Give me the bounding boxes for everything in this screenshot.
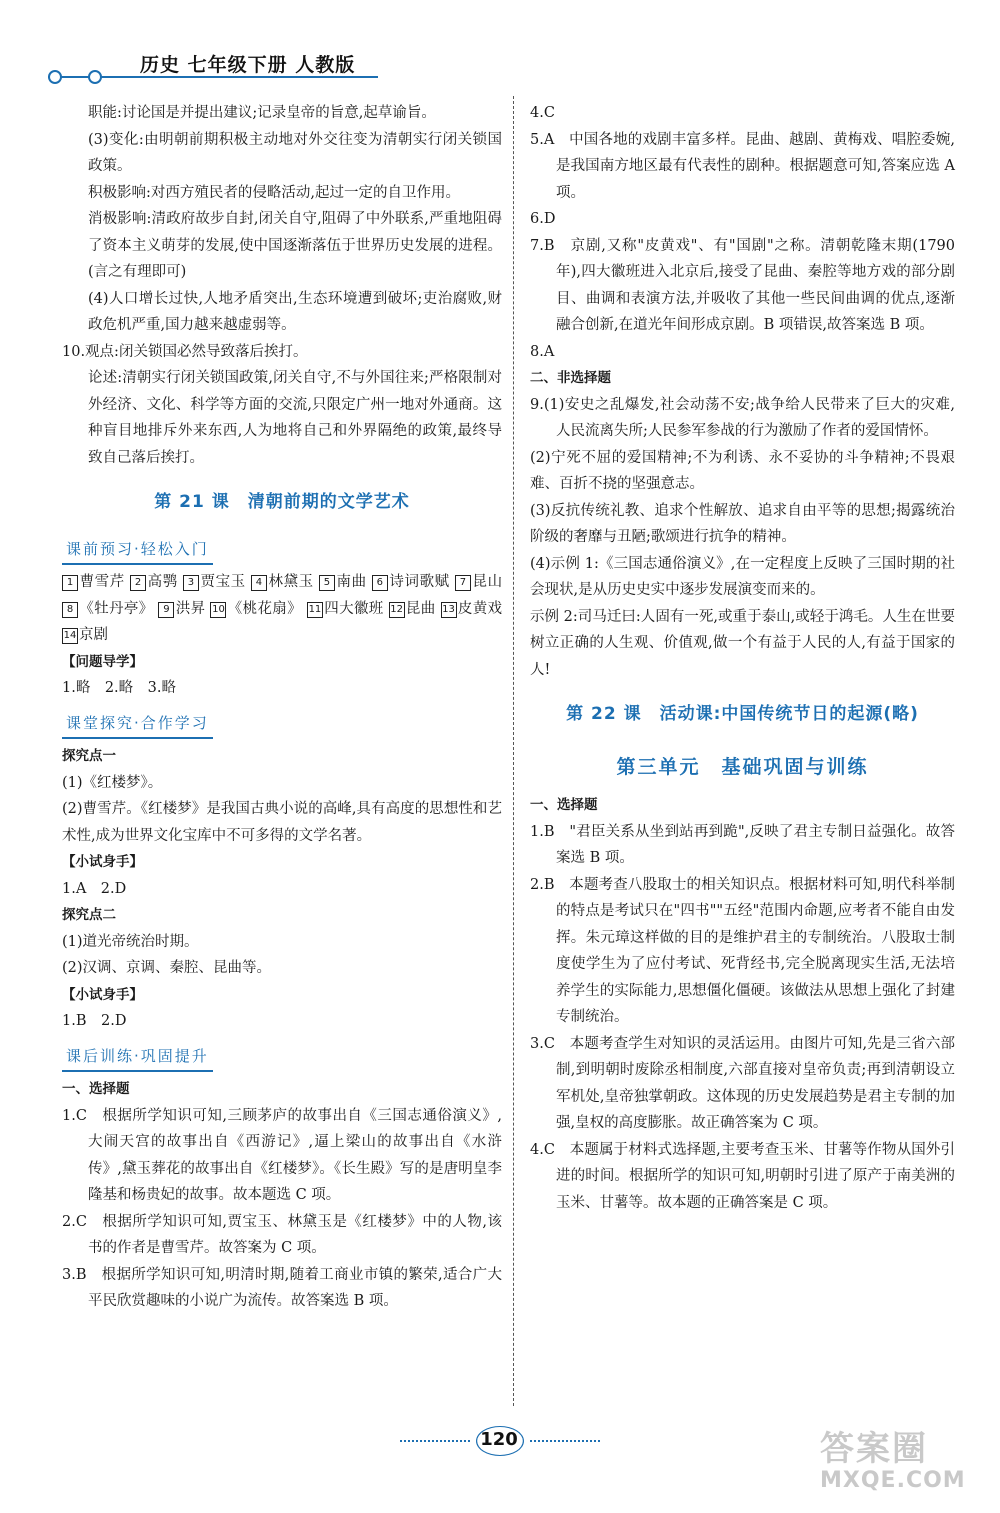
choice-label: 一、选择题 [62,1081,130,1097]
probe2-line: (2)汉调、京调、秦腔、昆曲等。 [62,960,272,976]
choice-item: 8.A [530,343,555,360]
answer-text: 高鹗 [147,574,178,590]
header-dot-icon [48,70,62,84]
choice-item: 2.C 根据所学知识可知,贾宝玉、林黛玉是《红楼梦》中的人物,该书的作者是曹雪芹。故答案为 C 项。 [62,1213,502,1256]
probe1-label: 探究点一 [62,748,116,764]
intro-line: 论述:清朝实行闭关锁国政策,闭关自守,不与外国往来;严格限制对外经济、文化、科学等方面的交流,只限定广州一地对外通商。这种盲目地排斥外来东西,人为地将自己和外界隔绝的政策,最终导致自己落后挨打。 [88,370,502,466]
choice-item: 4.C 本题属于材料式选择题,主要考查玉米、甘薯等作物从国外引进的时间。根据所学的知识可知,明朝时引进了原产于南美洲的玉米、甘薯等。故本题的正确答案是 C 项。 [530,1141,955,1211]
section-class: 课堂探究·合作学习 [62,710,213,740]
answer-number-box: 8 [62,602,78,618]
lesson-21-title: 第 21 课 清朝前期的文学艺术 [154,492,410,512]
answer-number-box: 6 [372,575,388,591]
choice-item: 1.C 根据所学知识可知,三顾茅庐的故事出自《三国志通俗演义》,大闹天宫的故事出自《西游记》,逼上梁山的故事出自《水浒传》,黛玉葬花的故事出自《红楼梦》。《长生殿》写的是唐明皇李隆基和杨贵妃的故事。故本题选 C 项。 [62,1107,502,1203]
try1-label: 【小试身手】 [62,854,143,870]
intro-line: 职能:讨论国是并提出建议;记录皇帝的旨意,起草谕旨。 [88,105,436,121]
answer-number-box: 7 [455,575,471,591]
q9-line: (3)反抗传统礼教、追求个性解放、追求自由平等的思想;揭露统治阶级的奢靡与丑陋;歌颂进行抗争的精神。 [530,502,955,545]
running-header [48,50,428,90]
guide-answers: 1.略 2.略 3.略 [62,680,177,696]
intro-line: 10.观点:闭关锁国必然导致落后挨打。 [62,343,308,360]
footer-dotted-line [400,1440,470,1442]
answer-text: 四大徽班 [323,600,384,617]
q9-line: 示例 2:司马迁曰:人固有一死,或重于泰山,或轻于鸿毛。人生在世要树立正确的人生观、价值观,做一个有益于人民的人,有益于国家的人! [530,608,955,678]
q9-line: 9.(1)安史之乱爆发,社会动荡不安;战争给人民带来了巨大的灾难,人民流离失所;人民参军参战的行为激励了作者的爱国情怀。 [530,396,955,439]
answer-number-box: 14 [62,628,78,644]
probe1-line: (2)曹雪芹。《红楼梦》是我国古典小说的高峰,具有高度的思想性和艺术性,成为世界文化宝库中不可多得的文学名著。 [62,801,502,844]
choice-item: 6.D [530,211,556,227]
answer-number-box: 12 [389,602,405,618]
try2-label: 【小试身手】 [62,986,143,1003]
answer-text: 皮黄戏 [457,600,503,617]
page-number: 120 [474,1424,524,1456]
header-dot-icon [88,70,102,84]
preview-answers [62,569,502,649]
answer-number-box: 10 [210,602,226,618]
section-preview: 课前预习·轻松入门 [62,536,213,566]
answer-number-box: 5 [319,575,335,591]
try1-answers: 1.A 2.D [62,880,127,897]
right-column [530,100,955,1216]
choice-item: 3.B 根据所学知识可知,明清时期,随着工商业市镇的繁荣,适合广大平民欣赏趣味的小说广为流传。故答案选 B 项。 [62,1266,502,1309]
intro-line: (4)人口增长过快,人地矛盾突出,生态环境遭到破坏;吏治腐败,财政危机严重,国力越来越虚弱等。 [88,290,502,333]
answer-text: 昆曲 [405,600,436,617]
footer-dotted-line [530,1440,600,1442]
answer-text: 林黛玉 [267,574,314,590]
choice-item: 4.C [530,105,555,121]
answer-number-box: 11 [307,602,323,618]
try2-answers: 1.B 2.D [62,1013,127,1029]
unit-3-title: 第三单元 基础巩固与训练 [616,755,869,778]
nonchoice-label: 二、非选择题 [530,370,611,386]
answer-number-box: 3 [183,575,199,591]
answer-number-box: 9 [158,602,174,618]
answer-text: 贾宝玉 [199,574,246,590]
choice-item: 3.C 本题考查学生对知识的灵活运用。由图片可知,先是三省六部制,到明朝时废除丞相制度,六部直接对皇帝负责;再到清朝设立军机处,皇帝独掌朝政。这体现的历史发展趋势是君主专制的加强,皇权的高度膨胀。故正确答案为 C 项。 [530,1035,955,1131]
left-column [62,100,502,1315]
watermark [820,1430,966,1493]
answer-text: 京剧 [79,627,108,643]
answer-number-box: 2 [130,575,146,591]
watermark-logo-text: 答案圈 [820,1429,928,1469]
answer-text: 曹雪芹 [79,574,125,590]
answer-number-box: 13 [441,602,457,618]
watermark-url: MXQE.COM [820,1468,966,1493]
answer-number-box: 1 [62,575,78,591]
page-footer [400,1420,600,1460]
intro-line: (3)变化:由明朝前期积极主动地对外交往变为清朝实行闭关锁国政策。 [88,131,502,174]
section-after-class: 课后训练·巩固提升 [62,1043,213,1073]
answer-text: 诗词歌赋 [388,574,450,590]
q9-line: (4)示例 1:《三国志通俗演义》,在一定程度上反映了三国时期的社会现状,是从历史史实中逐步发展演变而来的。 [530,555,955,598]
answer-text: 洪昇 [175,600,206,617]
lesson-22-title: 第 22 课 活动课:中国传统节日的起源(略) [566,704,919,724]
answer-text: 南曲 [335,574,367,590]
header-title: 历史 七年级下册 人教版 [140,54,356,76]
probe1-line: (1)《红楼梦》。 [62,774,163,791]
probe2-label: 探究点二 [62,907,116,923]
choice-label: 一、选择题 [530,797,598,813]
answer-text: 《桃花扇》 [227,600,302,617]
answer-text: 昆山 [471,574,503,590]
intro-line: 消极影响:清政府故步自封,闭关自守,阻碍了中外联系,严重地阻碍了资本主义萌芽的发展,使中国逐渐落伍于世界历史发展的进程。(言之有理即可) [88,211,502,280]
q9-line: (2)宁死不屈的爱国精神;不为利诱、永不妥协的斗争精神;不畏艰难、百折不挠的坚强意志。 [530,449,955,492]
answer-number-box: 4 [251,575,267,591]
choice-item: 7.B 京剧,又称"皮黄戏"、有"国剧"之称。清朝乾隆末期(1790 年),四大徽班进入北京后,接受了昆曲、秦腔等地方戏的部分剧目、曲调和表演方法,并吸收了其他一些民间曲调的优点,逐渐融合创新,在道光年间形成京剧。B 项错误,故答案选 B 项。 [530,237,955,333]
choice-item: 1.B "君臣关系从坐到站再到跪",反映了君主专制日益强化。故答案选 B 项。 [530,823,955,866]
choice-item: 5.A 中国各地的戏剧丰富多样。昆曲、越剧、黄梅戏、唱腔委婉,是我国南方地区最有代表性的剧种。根据题意可知,答案应选 A 项。 [530,131,955,201]
guide-label: 【问题导学】 [62,653,143,670]
column-divider [513,96,514,1406]
answer-text: 《牡丹亭》 [79,600,154,617]
probe2-line: (1)道光帝统治时期。 [62,933,199,950]
intro-line: 积极影响:对西方殖民者的侵略活动,起过一定的自卫作用。 [88,184,460,201]
choice-item: 2.B 本题考查八股取士的相关知识点。根据材料可知,明代科举制的特点是考试只在"四书""五经"范围内命题,应考者不能自由发挥。朱元璋这样做的目的是维护君主的专制统治。八股取士制度使学生为了应付考试、死背经书,完全脱离现实生活,无法培养学生的实际能力,思想僵化僵硬。该做法从思想上强化了封建专制统治。 [530,876,955,1025]
